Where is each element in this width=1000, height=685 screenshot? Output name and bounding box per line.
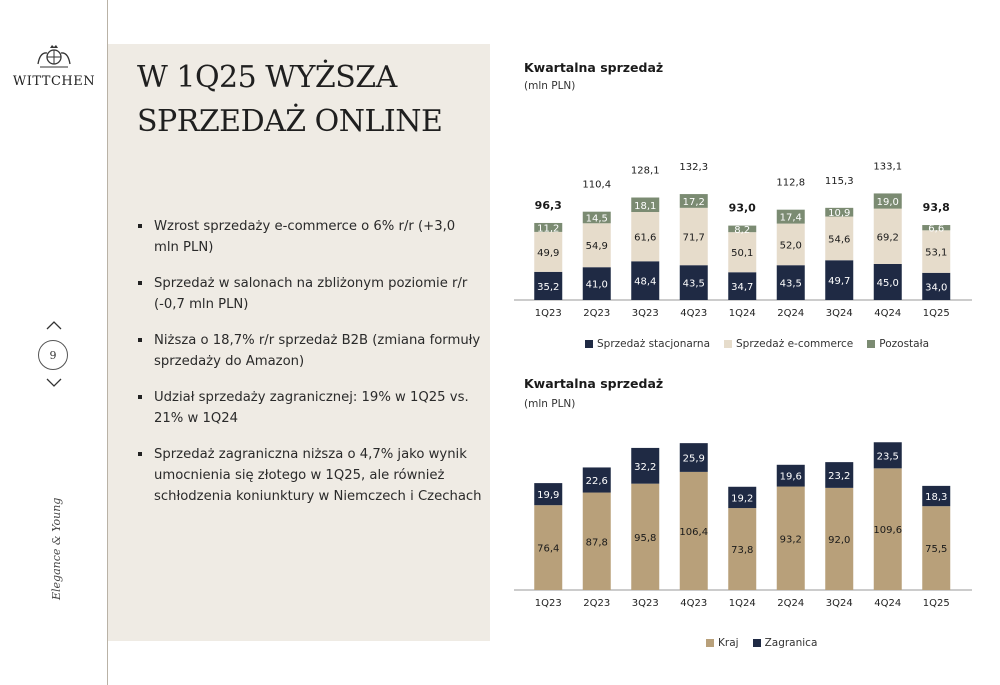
data-label: 34,0 [925,282,948,294]
tick-label: 2Q23 [583,598,611,609]
legend-item [585,338,710,350]
tick-label: 1Q25 [922,598,950,609]
legend-label: Kraj [718,637,739,649]
tick-label: 3Q24 [825,308,853,319]
title-line-1: W 1Q25 WYŻSZA [137,60,397,95]
legend-swatch [753,639,761,647]
total-label: 93,0 [728,201,756,215]
data-label: 8,2 [734,224,751,236]
data-label: 23,2 [828,471,851,483]
data-label: 92,0 [828,534,851,546]
chevron-down-icon[interactable] [43,376,65,390]
tick-label: 1Q23 [534,598,562,609]
data-label: 69,2 [876,232,899,244]
brand-tagline: Elegance & Young [50,497,63,600]
tick-label: 1Q24 [728,308,756,319]
bullet-item: Sprzedaż zagraniczna niższa o 4,7% jako wynik umocnienia się złotego w 1Q25, ale również schłodzenia koniunktury w Niemczech i Czechach [132,444,482,507]
tick-label: 1Q25 [922,308,950,319]
data-label: 19,9 [537,490,560,502]
data-label: 18,1 [634,200,657,212]
chart2-legend [706,637,817,649]
chart2-unit: (mln PLN) [524,398,576,410]
legend-label: Sprzedaż e-commerce [736,338,854,350]
brand-name: WITTCHEN [12,74,96,89]
left-rail [0,0,108,685]
data-label: 45,0 [876,278,899,289]
bullet-item: Wzrost sprzedaży e-commerce o 6% r/r (+3,0 mln PLN) [132,216,482,258]
data-label: 11,2 [537,223,560,235]
data-label: 25,9 [682,453,705,465]
legend-label: Zagranica [764,637,818,649]
bullet-item: Udział sprzedaży zagranicznej: 19% w 1Q25 vs. 21% w 1Q24 [132,387,482,429]
total-label: 93,8 [922,201,950,215]
data-label: 14,5 [585,213,608,225]
chart1-title: Kwartalna sprzedaż [524,60,664,75]
data-label: 19,6 [779,471,802,483]
tick-label: 3Q23 [631,598,659,609]
total-label: 110,4 [582,179,612,191]
data-label: 87,8 [585,537,608,549]
tick-label: 4Q24 [874,308,902,319]
total-label: 128,1 [630,165,660,177]
data-label: 17,2 [682,196,705,208]
page-number: 9 [38,340,68,370]
data-label: 75,5 [925,544,948,556]
brand-logo [8,44,100,89]
tick-label: 3Q23 [631,308,659,319]
tick-label: 2Q24 [777,598,805,609]
total-label: 96,3 [534,198,562,212]
tick-label: 4Q23 [680,308,708,319]
total-label: 115,3 [824,175,854,187]
tick-label: 2Q23 [583,308,611,319]
chart1-legend [585,338,929,350]
legend-swatch [706,639,714,647]
data-label: 71,7 [682,232,705,244]
tick-label: 3Q24 [825,598,853,609]
data-label: 35,2 [537,281,560,293]
data-label: 10,9 [828,208,851,220]
data-label: 61,6 [634,232,657,244]
data-label: 19,0 [876,197,899,209]
legend-item [753,637,818,649]
data-label: 76,4 [537,543,560,555]
data-label: 22,6 [585,475,608,487]
data-label: 41,0 [585,279,608,291]
tick-label: 4Q24 [874,598,902,609]
data-label: 53,1 [925,247,948,259]
data-label: 32,2 [634,461,657,473]
data-label: 43,5 [779,278,802,290]
data-label: 6,6 [928,223,945,235]
data-label: 106,4 [679,526,709,538]
title-line-2: SPRZEDAŻ ONLINE [137,104,443,139]
legend-swatch [867,340,875,348]
chevron-up-icon[interactable] [43,318,65,332]
total-label: 133,1 [873,161,903,173]
total-label: 132,3 [679,162,709,174]
tick-label: 1Q23 [534,308,562,319]
chart2-svg [510,420,980,620]
slide-title [137,56,477,144]
chart1-svg [510,110,980,330]
legend-label: Pozostała [879,338,930,350]
data-label: 54,6 [828,234,851,246]
data-label: 17,4 [779,212,802,224]
legend-swatch [724,340,732,348]
total-label: 112,8 [776,177,806,189]
data-label: 49,9 [537,247,560,259]
bullet-list [132,216,482,522]
legend-item [706,637,739,649]
tick-label: 2Q24 [777,308,805,319]
legend-item [724,338,853,350]
data-label: 34,7 [731,282,754,294]
data-label: 49,7 [828,276,851,288]
data-label: 19,2 [731,493,754,505]
bullet-item: Sprzedaż w salonach na zbliżonym poziomie r/r (-0,7 mln PLN) [132,273,482,315]
data-label: 18,3 [925,492,948,504]
legend-item [867,338,929,350]
data-label: 50,1 [731,248,754,260]
data-label: 48,4 [634,276,657,288]
data-label: 52,0 [779,240,802,252]
bullet-item: Niższa o 18,7% r/r sprzedaż B2B (zmiana formuły sprzedaży do Amazon) [132,330,482,372]
tick-label: 1Q24 [728,598,756,609]
legend-swatch [585,340,593,348]
data-label: 23,5 [876,451,899,463]
data-label: 95,8 [634,532,657,544]
data-label: 54,9 [585,241,608,253]
data-label: 73,8 [731,545,754,557]
tick-label: 4Q23 [680,598,708,609]
data-label: 43,5 [682,278,705,290]
chart2-title: Kwartalna sprzedaż [524,376,664,391]
data-label: 109,6 [873,525,903,537]
crest-icon [34,44,74,70]
legend-label: Sprzedaż stacjonarna [597,338,711,350]
chart1-unit: (mln PLN) [524,80,576,92]
data-label: 93,2 [779,534,802,546]
